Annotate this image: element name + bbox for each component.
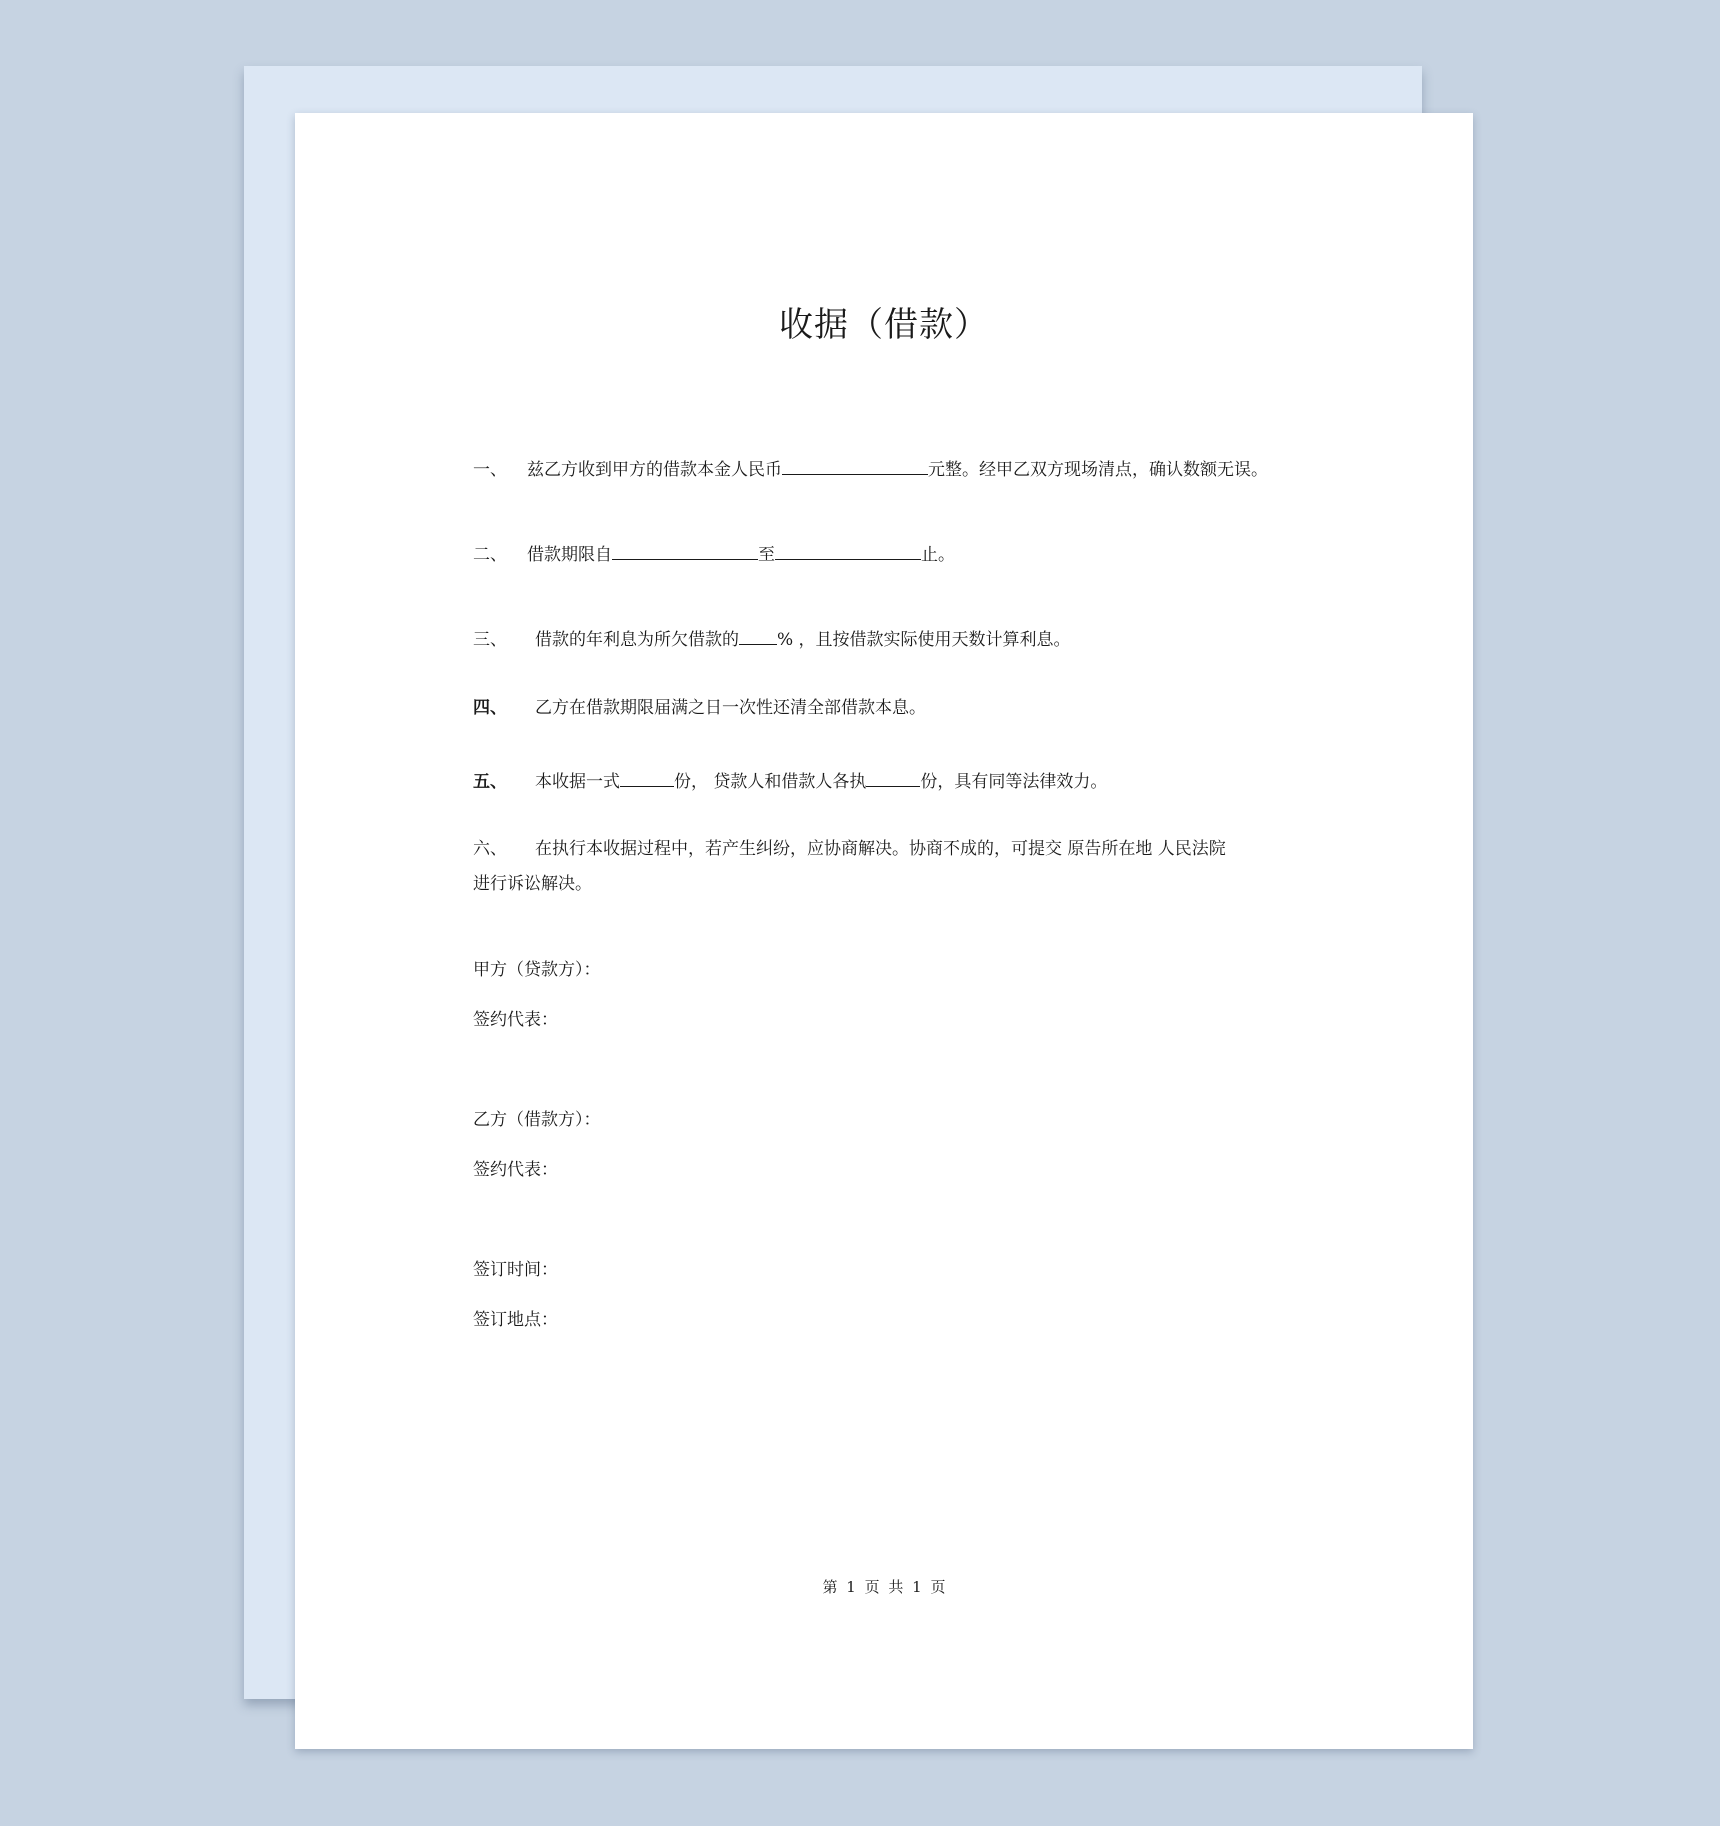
- document-page: [295, 113, 1473, 1749]
- clause-3: [473, 627, 1071, 650]
- party-b-rep-label: 签约代表：: [473, 1160, 558, 1180]
- interest-rate-blank[interactable]: [739, 627, 777, 645]
- clause-4-number: 四、: [473, 698, 507, 718]
- start-date-blank[interactable]: [612, 542, 758, 560]
- party-b-label: 乙方（借款方）：: [473, 1110, 601, 1130]
- end-date-blank[interactable]: [775, 542, 921, 560]
- clause-6-number: 六、: [473, 839, 507, 859]
- clause-6: [473, 839, 1226, 859]
- clause-3-number: 三、: [473, 630, 507, 650]
- each-copies-blank[interactable]: [866, 769, 920, 787]
- amount-blank[interactable]: [782, 457, 928, 475]
- clause-5: [473, 769, 1107, 792]
- document-title: 收据（借款）: [779, 305, 989, 345]
- clause-6-text-line1: 在执行本收据过程中，若产生纠纷，应协商解决。协商不成的，可提交 原告所在地 人民法院: [535, 839, 1226, 859]
- clause-4: [473, 698, 926, 718]
- clause-2-number: 二、: [473, 545, 507, 565]
- sign-place-label: 签订地点：: [473, 1310, 558, 1330]
- clause-4-text: 乙方在借款期限届满之日一次性还清全部借款本息。: [535, 698, 926, 718]
- clause-3-text-post: % ，且按借款实际使用天数计算利息。: [777, 630, 1071, 650]
- clause-5-text-mid: 份， 贷款人和借款人各执: [674, 772, 867, 792]
- clause-1-number: 一、: [473, 460, 507, 480]
- clause-2-text-pre: 借款期限自: [527, 545, 612, 565]
- party-a-rep-label: 签约代表：: [473, 1010, 558, 1030]
- clause-1: [473, 457, 1268, 480]
- clause-5-text-pre: 本收据一式: [535, 772, 620, 792]
- clause-6-continuation: 进行诉讼解决。: [473, 874, 592, 894]
- clause-1-text-post: 元整。经甲乙双方现场清点，确认数额无误。: [928, 460, 1268, 480]
- clause-5-number: 五、: [473, 772, 507, 792]
- clause-5-text-post: 份，具有同等法律效力。: [920, 772, 1108, 792]
- clause-3-text-pre: 借款的年利息为所欠借款的: [535, 630, 739, 650]
- sign-time-label: 签订时间：: [473, 1260, 558, 1280]
- clause-1-text-pre: 兹乙方收到甲方的借款本金人民币: [527, 460, 782, 480]
- clause-2-text-post: 止。: [921, 545, 955, 565]
- clause-2-text-mid: 至: [758, 545, 775, 565]
- page-footer: 第 1 页 共 1 页: [822, 1578, 946, 1596]
- party-a-label: 甲方（贷款方）：: [473, 960, 601, 980]
- clause-2: [473, 542, 955, 565]
- copies-blank[interactable]: [620, 769, 674, 787]
